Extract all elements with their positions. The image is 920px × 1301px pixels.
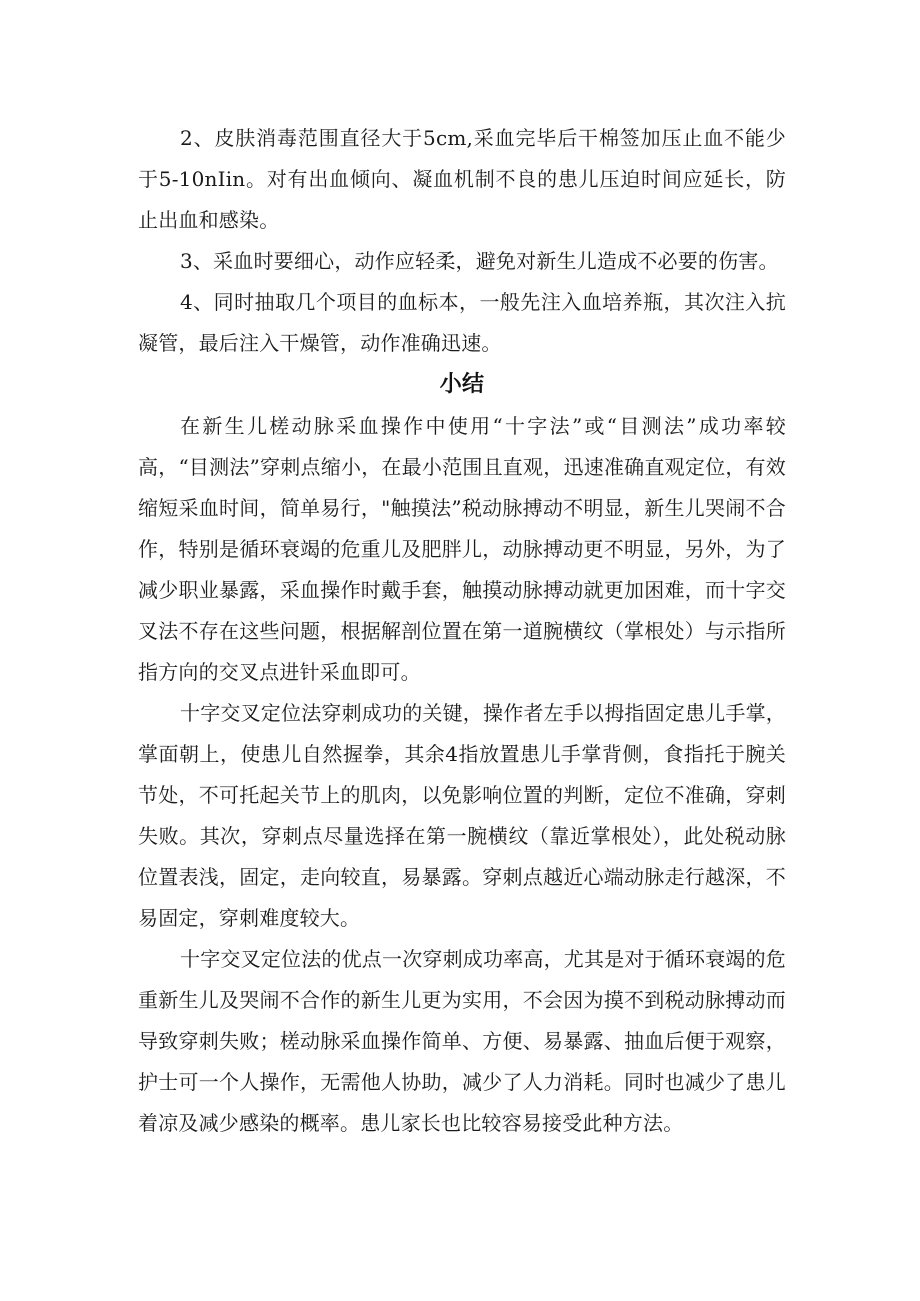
- section-heading-summary: 小结: [439, 372, 485, 397]
- paragraph-summary-3: 十字交叉定位法的优点一次穿刺成功率高，尤其是对于循环衰竭的危重新生儿及哭闹不合作的新生儿更为实用，不会因为摸不到税动脉搏动而导致穿刺失败；槎动脉采血操作简单、方便、易暴露、抽血后便于观察，护士可一个人操作，无需他人协助，减少了人力消耗。同时也减少了患儿着凉及减少感染的概率。患儿家长也比较容易接受此种方法。: [138, 947, 786, 1135]
- paragraph-step-4: 4、同时抽取几个项目的血标本，一般先注入血培养瓶，其次注入抗凝管，最后注入干燥管，动作准确迅速。: [138, 290, 786, 355]
- paragraph-summary-2: 十字交叉定位法穿刺成功的关键，操作者左手以拇指固定患儿手掌，掌面朝上，使患儿自然握拳，其余4指放置患儿手掌背侧，食指托于腕关节处，不可托起关节上的肌肉，以免影响位置的判断，定位不准确，穿刺失败。其次，穿刺点尽量选择在第一腕横纹（靠近掌根处），此处税动脉位置表浅，固定，走向较直，易暴露。穿刺点越近心端动脉走行越深，不易固定，穿刺难度较大。: [138, 701, 786, 930]
- document-body: [138, 118, 786, 1144]
- paragraph-summary-1: 在新生儿槎动脉采血操作中使用“十字法”或“目测法”成功率较高，“目测法”穿刺点缩小，在最小范围且直观，迅速准确直观定位，有效缩短采血时间，简单易行，"触摸法”税动脉搏动不明显，新生儿哭闹不合作，特别是循环衰竭的危重儿及肥胖儿，动脉搏动更不明显，另外，为了减少职业暴露，采血操作时戴手套，触摸动脉搏动就更加困难，而十字交叉法不存在这些问题，根据解剖位置在第一道腕横纹（掌根处）与示指所指方向的交叉点进针采血即可。: [138, 414, 786, 684]
- paragraph-step-3: 3、采血时要细心，动作应轻柔，避免对新生儿造成不必要的伤害。: [180, 249, 779, 273]
- paragraph-step-2: 2、皮肤消毒范围直径大于5cm,采血完毕后干棉签加压止血不能少于5-10nIin。对有出血倾向、凝血机制不良的患儿压迫时间应延长，防止出血和感染。: [138, 126, 786, 232]
